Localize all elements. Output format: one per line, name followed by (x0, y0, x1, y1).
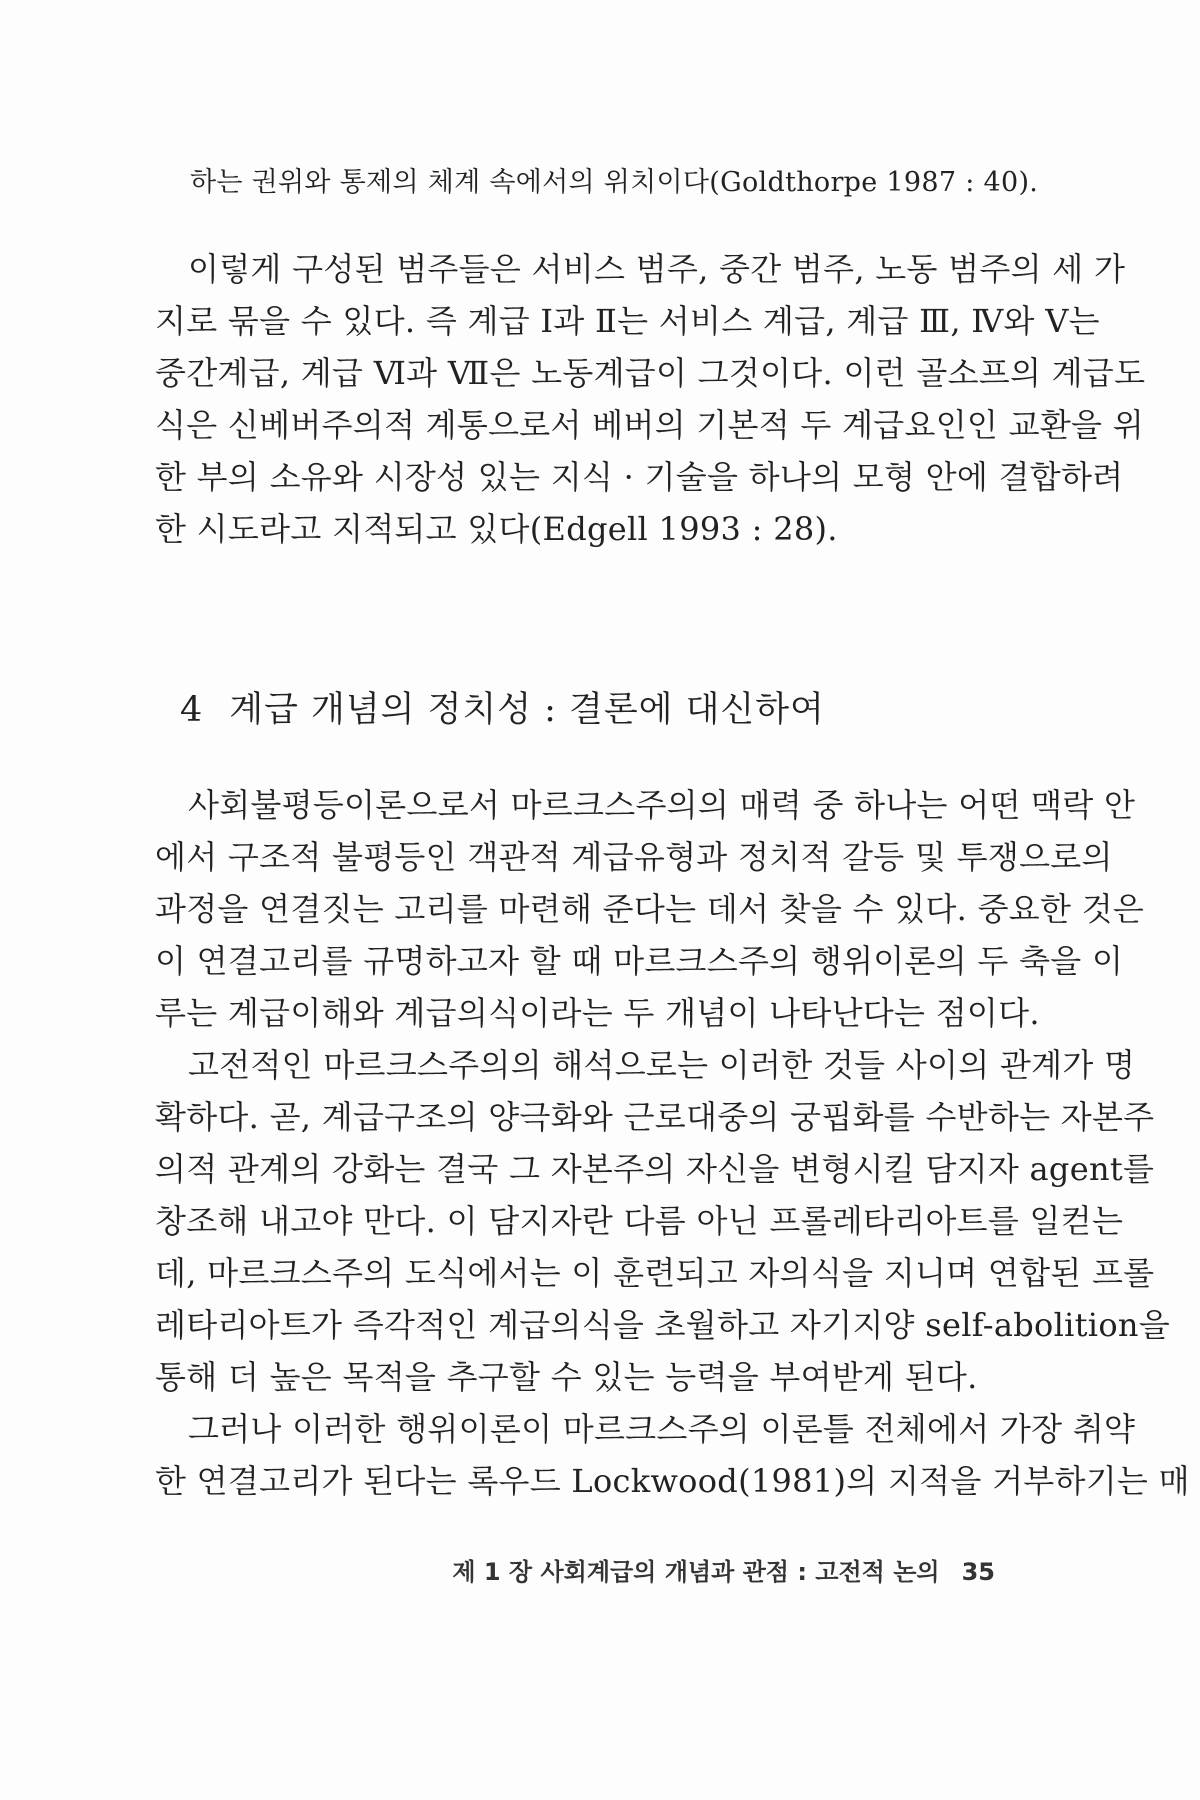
paragraph-line: 식은 신베버주의적 계통으로서 베버의 기본적 두 계급요인인 교환을 위 (155, 406, 1144, 444)
carryover-text-line: 하는 권위와 통제의 체계 속에서의 위치이다(Goldthorpe 1987 : 40). (190, 167, 1039, 198)
paragraph-line: 사회불평등이론으로서 마르크스주의의 매력 중 하나는 어떤 맥락 안 (188, 786, 1136, 824)
paragraph-line: 확하다. 곧, 계급구조의 양극화와 근로대중의 궁핍화를 수반하는 자본주 (155, 1098, 1155, 1136)
paragraph-line: 한 연결고리가 된다는 록우드 Lockwood(1981)의 지적을 거부하기는 매 (155, 1462, 1190, 1500)
paragraph-line: 한 부의 소유와 시장성 있는 지식 · 기술을 하나의 모형 안에 결합하려 (155, 458, 1124, 496)
paragraph-line: 이 연결고리를 규명하고자 할 때 마르크스주의 행위이론의 두 축을 이 (155, 942, 1124, 980)
paragraph-line: 지로 묶을 수 있다. 즉 계급 Ⅰ과 Ⅱ는 서비스 계급, 계급 Ⅲ, Ⅳ와 Ⅴ는 (155, 302, 1100, 340)
paragraph-line: 창조해 내고야 만다. 이 담지자란 다름 아닌 프롤레타리아트를 일컫는 (155, 1202, 1124, 1240)
paragraph-line: 에서 구조적 불평등인 객관적 계급유형과 정치적 갈등 및 투쟁으로의 (155, 838, 1113, 876)
section-heading (180, 685, 825, 735)
paragraph-line: 데, 마르크스주의 도식에서는 이 훈련되고 자의식을 지니며 연합된 프롤 (155, 1254, 1155, 1292)
paragraph-line: 중간계급, 계급 Ⅵ과 Ⅶ은 노동계급이 그것이다. 이런 골소프의 계급도 (155, 354, 1146, 392)
running-head: 제 1 장 사회계급의 개념과 관점 : 고전적 논의 (452, 1558, 940, 1586)
paragraph-line: 그러나 이러한 행위이론이 마르크스주의 이론틀 전체에서 가장 취약 (188, 1410, 1136, 1448)
section-number: 4 (180, 690, 204, 730)
page-footer (452, 1555, 995, 1589)
paragraph-line: 의적 관계의 강화는 결국 그 자본주의 자신을 변형시킬 담지자 agent를 (155, 1150, 1155, 1188)
section-title: 계급 개념의 정치성 : 결론에 대신하여 (229, 690, 825, 730)
paragraph-line: 통해 더 높은 목적을 추구할 수 있는 능력을 부여받게 된다. (155, 1358, 978, 1396)
paragraph-line: 이렇게 구성된 범주들은 서비스 범주, 중간 범주, 노동 범주의 세 가 (188, 250, 1126, 288)
paragraph-line: 레타리아트가 즉각적인 계급의식을 초월하고 자기지양 self-abolition을 (155, 1306, 1171, 1344)
paragraph-line: 한 시도라고 지적되고 있다(Edgell 1993 : 28). (155, 510, 838, 548)
paragraph-line: 루는 계급이해와 계급의식이라는 두 개념이 나타난다는 점이다. (155, 994, 1040, 1032)
paragraph-line: 고전적인 마르크스주의의 해석으로는 이러한 것들 사이의 관계가 명 (188, 1046, 1136, 1084)
paragraph-line: 과정을 연결짓는 고리를 마련해 준다는 데서 찾을 수 있다. 중요한 것은 (155, 890, 1145, 928)
page-number: 35 (961, 1558, 995, 1586)
